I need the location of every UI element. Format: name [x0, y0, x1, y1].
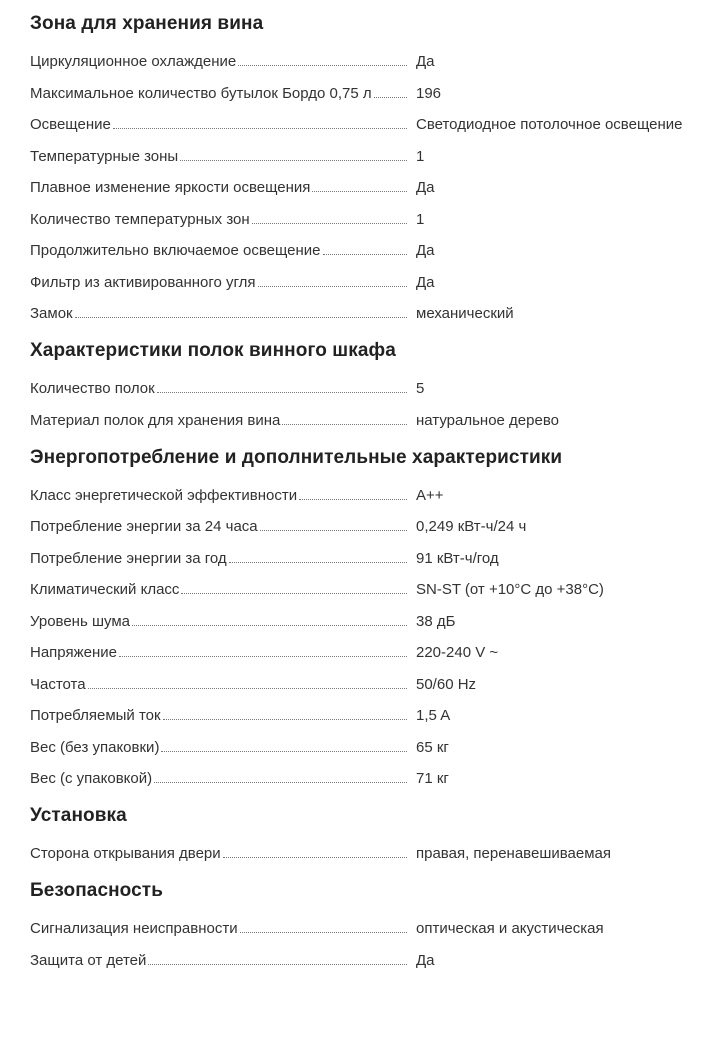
- dotted-leader: [75, 317, 407, 318]
- spec-row: [30, 242, 690, 260]
- spec-label-area: [30, 920, 416, 938]
- spec-value: 1: [416, 147, 425, 165]
- spec-label-area: [30, 487, 416, 505]
- dotted-leader: [323, 254, 407, 255]
- section-title: Зона для хранения вина: [30, 13, 264, 34]
- spec-label: Материал полок для хранения вина: [30, 411, 281, 429]
- spec-rows: [30, 53, 690, 323]
- spec-label: Максимальное количество бутылок Бордо 0,75 л: [30, 84, 372, 102]
- spec-row: [30, 613, 690, 631]
- spec-label: Сигнализация неисправности: [30, 920, 238, 937]
- spec-label-area: [30, 211, 416, 229]
- dotted-leader: [157, 392, 407, 393]
- spec-label-area: [30, 85, 416, 103]
- spec-label-area: [30, 644, 416, 662]
- spec-label: Уровень шума: [30, 612, 130, 630]
- dotted-leader: [113, 128, 407, 129]
- spec-label-area: [30, 179, 416, 197]
- spec-rows: [30, 380, 690, 430]
- spec-row: [30, 707, 690, 725]
- dotted-leader: [163, 719, 407, 720]
- dotted-leader: [148, 964, 407, 965]
- spec-value: 196: [416, 84, 442, 102]
- product-specifications: [30, 13, 690, 970]
- spec-value: 5: [416, 380, 425, 397]
- spec-value: механический: [416, 305, 514, 322]
- spec-value: Да: [416, 951, 435, 969]
- dotted-leader: [282, 424, 407, 425]
- section-title: Энергопотребление и дополнительные характеристики: [30, 446, 563, 468]
- spec-label-area: [30, 845, 416, 863]
- dotted-leader: [154, 782, 407, 783]
- spec-label-area: [30, 550, 416, 568]
- spec-value: 1,5 A: [416, 707, 451, 724]
- section-title: Установка: [30, 805, 127, 826]
- spec-value: Светодиодное потолочное освещение: [416, 116, 683, 133]
- spec-label: Вес (с упаковкой): [30, 770, 153, 787]
- spec-label: Плавное изменение яркости освещения: [30, 179, 311, 196]
- spec-value: Да: [416, 273, 435, 291]
- spec-label: Потребляемый ток: [30, 707, 161, 724]
- dotted-leader: [240, 932, 407, 933]
- spec-row: [30, 412, 690, 430]
- dotted-leader: [223, 857, 407, 858]
- dotted-leader: [252, 223, 407, 224]
- spec-label-area: [30, 676, 416, 694]
- spec-rows: [30, 487, 690, 789]
- spec-value: 71 кг: [416, 770, 449, 787]
- spec-value: Да: [416, 53, 435, 70]
- spec-row: [30, 85, 690, 103]
- spec-label-area: [30, 305, 416, 323]
- spec-label: Освещение: [30, 116, 111, 133]
- spec-row: [30, 274, 690, 292]
- spec-value: A++: [416, 486, 444, 504]
- spec-label: Замок: [30, 305, 73, 322]
- dotted-leader: [181, 593, 407, 594]
- spec-row: [30, 739, 690, 757]
- spec-row: [30, 179, 690, 197]
- spec-value: натуральное дерево: [416, 411, 559, 429]
- spec-label-area: [30, 380, 416, 398]
- spec-section: [30, 880, 690, 970]
- dotted-leader: [180, 160, 407, 161]
- spec-value: SN-ST (от +10°C до +38°C): [416, 581, 604, 598]
- spec-label: Вес (без упаковки): [30, 738, 160, 756]
- dotted-leader: [132, 625, 407, 626]
- spec-label: Потребление энергии за 24 часа: [30, 518, 258, 535]
- dotted-leader: [299, 499, 407, 500]
- spec-value: оптическая и акустическая: [416, 920, 604, 937]
- spec-label: Продолжительно включаемое освещение: [30, 242, 321, 259]
- spec-rows: [30, 845, 690, 863]
- spec-section: [30, 805, 690, 863]
- spec-row: [30, 920, 690, 938]
- dotted-leader: [374, 97, 407, 98]
- spec-label-area: [30, 116, 416, 134]
- spec-row: [30, 770, 690, 788]
- section-title: Безопасность: [30, 880, 163, 901]
- spec-label-area: [30, 581, 416, 599]
- spec-label: Фильтр из активированного угля: [30, 273, 256, 291]
- spec-section: [30, 447, 690, 789]
- spec-row: [30, 676, 690, 694]
- spec-row: [30, 148, 690, 166]
- spec-row: [30, 644, 690, 662]
- spec-label: Температурные зоны: [30, 147, 179, 165]
- spec-label: Климатический класс: [30, 581, 180, 598]
- spec-value: правая, перенавешиваемая: [416, 845, 611, 862]
- spec-label-area: [30, 274, 416, 292]
- spec-label-area: [30, 518, 416, 536]
- spec-row: [30, 487, 690, 505]
- spec-value: 38 дБ: [416, 612, 456, 630]
- spec-value: 65 кг: [416, 738, 449, 756]
- spec-rows: [30, 920, 690, 970]
- spec-value: 1: [416, 210, 425, 228]
- spec-label-area: [30, 952, 416, 970]
- spec-row: [30, 305, 690, 323]
- dotted-leader: [260, 530, 407, 531]
- dotted-leader: [312, 191, 407, 192]
- spec-label-area: [30, 148, 416, 166]
- spec-row: [30, 116, 690, 134]
- spec-value: 0,249 кВт-ч/24 ч: [416, 518, 527, 535]
- spec-section: [30, 13, 690, 323]
- spec-value: Да: [416, 242, 435, 259]
- dotted-leader: [119, 656, 407, 657]
- spec-label: Класс энергетической эффективности: [30, 486, 298, 504]
- spec-label: Потребление энергии за год: [30, 549, 227, 567]
- spec-row: [30, 581, 690, 599]
- dotted-leader: [161, 751, 407, 752]
- spec-label-area: [30, 707, 416, 725]
- spec-row: [30, 952, 690, 970]
- spec-row: [30, 211, 690, 229]
- spec-row: [30, 845, 690, 863]
- dotted-leader: [88, 688, 407, 689]
- spec-label: Сторона открывания двери: [30, 845, 221, 862]
- spec-label-area: [30, 242, 416, 260]
- spec-section: [30, 340, 690, 430]
- spec-label: Количество температурных зон: [30, 210, 250, 228]
- spec-row: [30, 380, 690, 398]
- spec-row: [30, 550, 690, 568]
- spec-row: [30, 53, 690, 71]
- spec-label-area: [30, 412, 416, 430]
- spec-row: [30, 518, 690, 536]
- spec-label-area: [30, 770, 416, 788]
- spec-label: Напряжение: [30, 644, 117, 661]
- spec-value: Да: [416, 179, 435, 196]
- dotted-leader: [258, 286, 407, 287]
- spec-label: Частота: [30, 675, 86, 693]
- spec-label: Циркуляционное охлаждение: [30, 53, 237, 70]
- dotted-leader: [229, 562, 407, 563]
- section-title: Характеристики полок винного шкафа: [30, 340, 396, 361]
- spec-value: 220-240 V ~: [416, 644, 499, 661]
- spec-label-area: [30, 613, 416, 631]
- spec-value: 50/60 Hz: [416, 675, 477, 693]
- spec-label: Количество полок: [30, 380, 155, 397]
- spec-label: Защита от детей: [30, 951, 147, 969]
- spec-label-area: [30, 53, 416, 71]
- spec-value: 91 кВт-ч/год: [416, 549, 499, 567]
- spec-label-area: [30, 739, 416, 757]
- dotted-leader: [238, 65, 407, 66]
